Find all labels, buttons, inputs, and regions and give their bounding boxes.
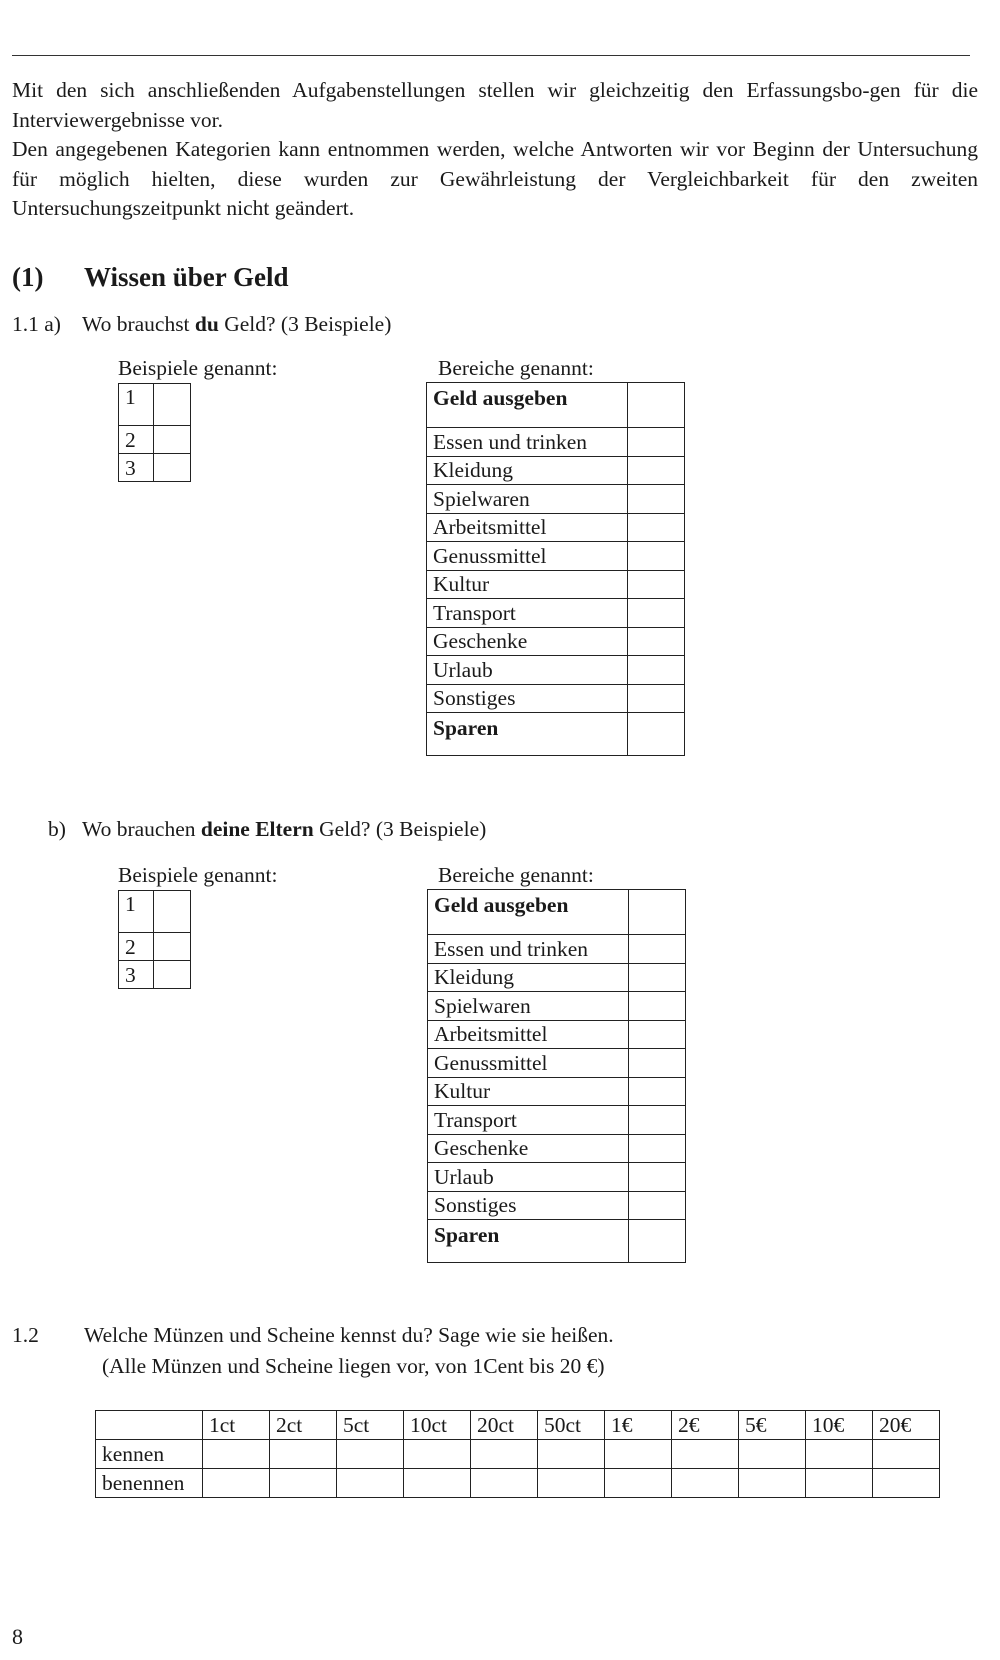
coin-cell[interactable]	[806, 1469, 873, 1498]
coin-cell[interactable]	[605, 1440, 672, 1469]
question-text-post: Geld? (3 Beispiele)	[218, 312, 392, 336]
coin-cell[interactable]	[605, 1469, 672, 1498]
category-checkbox[interactable]	[629, 935, 686, 964]
category-label: Sparen	[428, 1220, 629, 1263]
page-number: 8	[12, 1624, 23, 1649]
section-number: (1)	[12, 262, 44, 292]
coin-cell[interactable]	[672, 1469, 739, 1498]
category-checkbox[interactable]	[628, 513, 685, 542]
category-label: Genussmittel	[427, 542, 628, 571]
coins-row-label: kennen	[96, 1440, 203, 1469]
coins-corner-cell	[96, 1411, 203, 1440]
category-label: Sparen	[427, 713, 628, 756]
question-1-1-a	[12, 312, 391, 337]
coins-row-label: benennen	[96, 1469, 203, 1498]
example-number: 2	[119, 933, 154, 961]
category-label: Geschenke	[427, 627, 628, 656]
example-number: 3	[119, 961, 154, 989]
category-checkbox[interactable]	[629, 1049, 686, 1078]
coins-row-benennen	[96, 1469, 940, 1498]
coin-cell[interactable]	[538, 1469, 605, 1498]
category-label: Transport	[428, 1106, 629, 1135]
categories-table-a	[426, 382, 685, 756]
areas-caption: Bereiche genannt:	[438, 863, 594, 887]
coin-cell[interactable]	[270, 1469, 337, 1498]
category-label: Kleidung	[428, 963, 629, 992]
examples-caption: Beispiele genannt:	[118, 356, 278, 380]
coin-header: 2ct	[270, 1411, 337, 1440]
coin-cell[interactable]	[404, 1469, 471, 1498]
question-text-bold: deine Eltern	[200, 817, 314, 841]
category-checkbox[interactable]	[629, 1134, 686, 1163]
coins-row-kennen	[96, 1440, 940, 1469]
category-label: Spielwaren	[428, 992, 629, 1021]
examples-table-a	[118, 383, 191, 482]
example-number: 1	[119, 891, 154, 933]
category-checkbox[interactable]	[628, 485, 685, 514]
coin-header: 10€	[806, 1411, 873, 1440]
category-label: Urlaub	[427, 656, 628, 685]
category-label: Essen und trinken	[428, 935, 629, 964]
example-checkbox[interactable]	[154, 384, 191, 426]
coin-cell[interactable]	[471, 1469, 538, 1498]
category-checkbox[interactable]	[628, 428, 685, 457]
coin-header: 5ct	[337, 1411, 404, 1440]
coin-cell[interactable]	[873, 1440, 940, 1469]
areas-caption: Bereiche genannt:	[438, 356, 594, 380]
category-label: Geld ausgeben	[428, 890, 629, 935]
category-checkbox[interactable]	[628, 599, 685, 628]
example-checkbox[interactable]	[154, 454, 191, 482]
category-checkbox[interactable]	[628, 656, 685, 685]
category-checkbox[interactable]	[629, 890, 686, 935]
coin-cell[interactable]	[471, 1440, 538, 1469]
category-label: Kleidung	[427, 456, 628, 485]
category-checkbox[interactable]	[629, 1077, 686, 1106]
example-number: 1	[119, 384, 154, 426]
question-text-post: Geld? (3 Beispiele)	[313, 817, 487, 841]
category-label: Urlaub	[428, 1163, 629, 1192]
coin-cell[interactable]	[203, 1440, 270, 1469]
category-label: Spielwaren	[427, 485, 628, 514]
question-text-bold: du	[194, 312, 219, 336]
category-label: Geld ausgeben	[427, 383, 628, 428]
category-label: Arbeitsmittel	[427, 513, 628, 542]
category-checkbox[interactable]	[628, 684, 685, 713]
question-text-pre: Wo brauchen	[82, 817, 201, 841]
example-checkbox[interactable]	[154, 961, 191, 989]
category-checkbox[interactable]	[628, 713, 685, 756]
coin-cell[interactable]	[337, 1469, 404, 1498]
question-text-pre: Wo brauchst	[82, 312, 195, 336]
category-checkbox[interactable]	[629, 1191, 686, 1220]
category-checkbox[interactable]	[628, 627, 685, 656]
category-label: Sonstiges	[427, 684, 628, 713]
examples-table-b	[118, 890, 191, 989]
coins-table	[95, 1410, 940, 1498]
category-checkbox[interactable]	[629, 1020, 686, 1049]
example-number: 3	[119, 454, 154, 482]
coin-header: 2€	[672, 1411, 739, 1440]
category-checkbox[interactable]	[628, 542, 685, 571]
category-label: Genussmittel	[428, 1049, 629, 1078]
coin-header: 10ct	[404, 1411, 471, 1440]
question-1-2	[12, 1323, 614, 1348]
section-title: Wissen über Geld	[84, 262, 289, 292]
intro-paragraph-1: Mit den sich anschließenden Aufgabenstellungen stellen wir gleichzeitig den Erfassungsbo-gen für die Interviewergebnisse vor.	[12, 78, 978, 132]
intro-text	[12, 76, 978, 224]
coin-cell[interactable]	[806, 1440, 873, 1469]
category-checkbox[interactable]	[629, 963, 686, 992]
categories-table-b	[427, 889, 686, 1263]
category-checkbox[interactable]	[629, 1106, 686, 1135]
coin-cell[interactable]	[873, 1469, 940, 1498]
question-number: 1.1 a)	[12, 312, 61, 336]
coin-header: 20€	[873, 1411, 940, 1440]
coin-cell[interactable]	[538, 1440, 605, 1469]
category-label: Essen und trinken	[427, 428, 628, 457]
coin-header: 1€	[605, 1411, 672, 1440]
category-label: Geschenke	[428, 1134, 629, 1163]
question-number: 1.2	[12, 1323, 39, 1347]
category-label: Arbeitsmittel	[428, 1020, 629, 1049]
category-checkbox[interactable]	[628, 383, 685, 428]
example-checkbox[interactable]	[154, 891, 191, 933]
example-checkbox[interactable]	[154, 933, 191, 961]
example-number: 2	[119, 426, 154, 454]
coin-header: 1ct	[203, 1411, 270, 1440]
question-1-1-b	[48, 817, 486, 842]
category-checkbox[interactable]	[629, 992, 686, 1021]
coin-header: 50ct	[538, 1411, 605, 1440]
coin-header: 20ct	[471, 1411, 538, 1440]
category-label: Sonstiges	[428, 1191, 629, 1220]
coin-cell[interactable]	[203, 1469, 270, 1498]
coin-cell[interactable]	[270, 1440, 337, 1469]
coin-cell[interactable]	[672, 1440, 739, 1469]
question-1-2-note: (Alle Münzen und Scheine liegen vor, von 1Cent bis 20 €)	[102, 1354, 605, 1378]
section-heading	[12, 262, 289, 293]
header-rule	[12, 55, 970, 56]
category-label: Transport	[427, 599, 628, 628]
coin-cell[interactable]	[337, 1440, 404, 1469]
examples-caption: Beispiele genannt:	[118, 863, 278, 887]
coin-cell[interactable]	[739, 1440, 806, 1469]
question-text-line1: Welche Münzen und Scheine kennst du? Sage wie sie heißen.	[84, 1323, 614, 1347]
category-checkbox[interactable]	[629, 1163, 686, 1192]
question-number: b)	[48, 817, 66, 841]
coin-header: 5€	[739, 1411, 806, 1440]
category-checkbox[interactable]	[629, 1220, 686, 1263]
example-checkbox[interactable]	[154, 426, 191, 454]
category-label: Kultur	[427, 570, 628, 599]
coin-cell[interactable]	[739, 1469, 806, 1498]
category-checkbox[interactable]	[628, 456, 685, 485]
coins-header-row	[96, 1411, 940, 1440]
category-checkbox[interactable]	[628, 570, 685, 599]
category-label: Kultur	[428, 1077, 629, 1106]
intro-paragraph-2: Den angegebenen Kategorien kann entnommen werden, welche Antworten wir vor Beginn der Untersuchung für möglich hielten, diese wurden zur Gewährleistung der Vergleichbarkeit für den zweiten Untersuchungszeitpunkt nicht geändert.	[12, 137, 978, 220]
coin-cell[interactable]	[404, 1440, 471, 1469]
